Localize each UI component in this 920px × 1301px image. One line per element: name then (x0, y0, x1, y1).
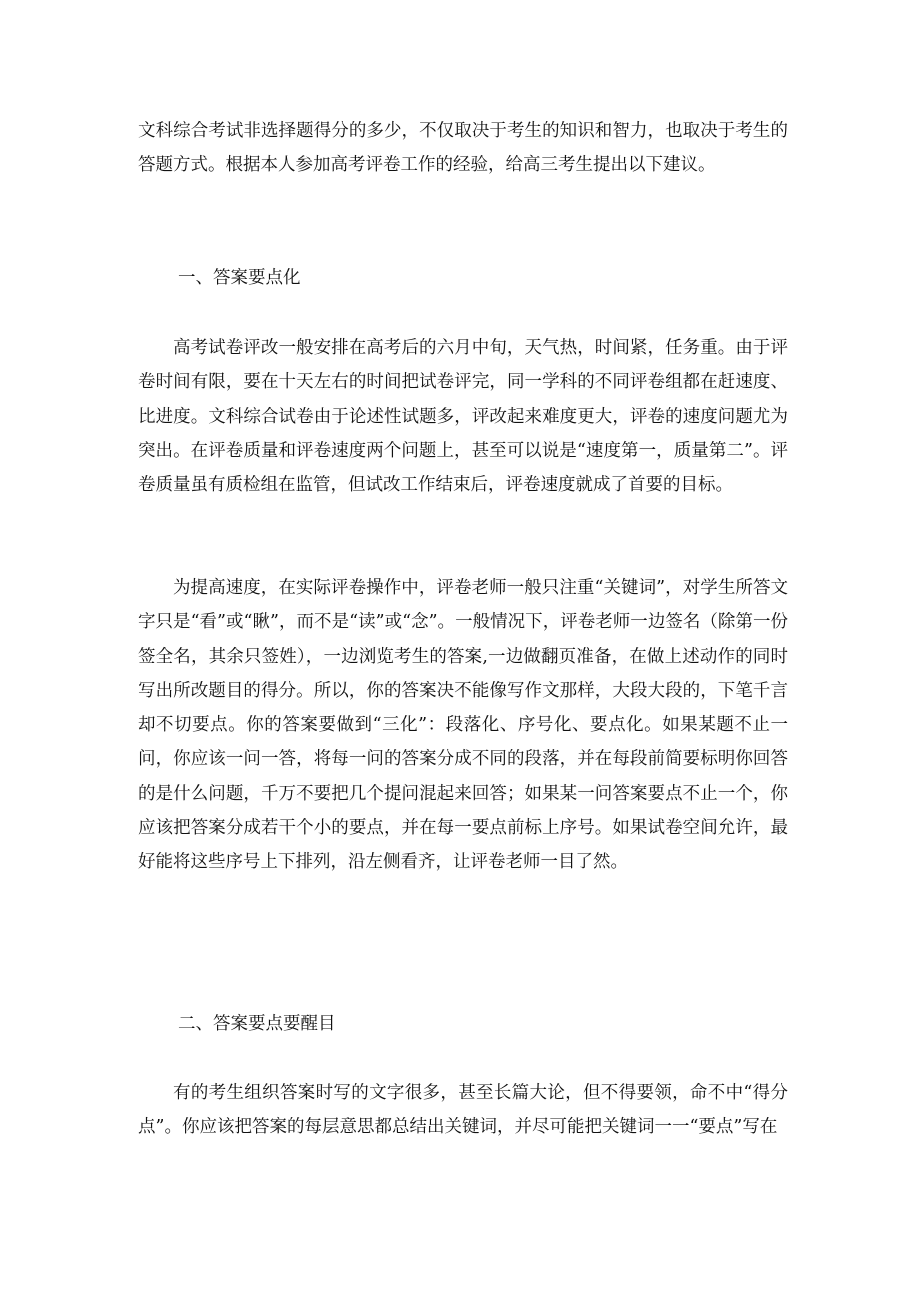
section-heading-2: 二、答案要点要醒目 (178, 1014, 336, 1034)
intro-paragraph: 文科综合考试非选择题得分的多少，不仅取决于考生的知识和智力，也取决于考生的答题方式。根据本人参加高考评卷工作的经验，给高三考生提出以下建议。 (138, 121, 788, 176)
section-1-paragraph-1: 高考试卷评改一般安排在高考后的六月中旬，天气热，时间紧，任务重。由于评卷时间有限，要在十天左右的时间把试卷评完，同一学科的不同评卷组都在赶速度、比进度。文科综合试卷由于论述性试题多，评改起来难度更大，评卷的速度问题尤为突出。在评卷质量和评卷速度两个问题上，甚至可以说是“速度第一，质量第二”。评卷质量虽有质检组在监管，但试改工作结束后，评卷速度就成了首要的目标。 (138, 338, 788, 496)
section-1-paragraph-2: 为提高速度，在实际评卷操作中，评卷老师一般只注重“关键词”，对学生所答文字只是“看”或“瞅”，而不是“读”或“念”。一般情况下，评卷老师一边签名（除第一份签全名，其余只签姓），一边浏览考生的答案,一边做翻页准备，在做上述动作的同时写出所改题目的得分。所以，你的答案决不能像写作文那样，大段大段的，下笔千言却不切要点。你的答案要做到“三化”：段落化、序号化、要点化。如果某题不止一问，你应该一问一答，将每一问的答案分成不同的段落，并在每段前简要标明你回答的是什么问题，千万不要把几个提问混起来回答；如果某一问答案要点不止一个，你应该把答案分成若干个小的要点，并在每一要点前标上序号。如果试卷空间允许，最好能将这些序号上下排列，沿左侧看齐，让评卷老师一目了然。 (138, 578, 788, 873)
section-heading-1: 一、答案要点化 (178, 268, 301, 288)
section-2-paragraph-1: 有的考生组织答案时写的文字很多，甚至长篇大论，但不得要领，命不中“得分点”。你应该把答案的每层意思都总结出关键词，并尽可能把关键词一一“要点”写在 (138, 1083, 788, 1138)
